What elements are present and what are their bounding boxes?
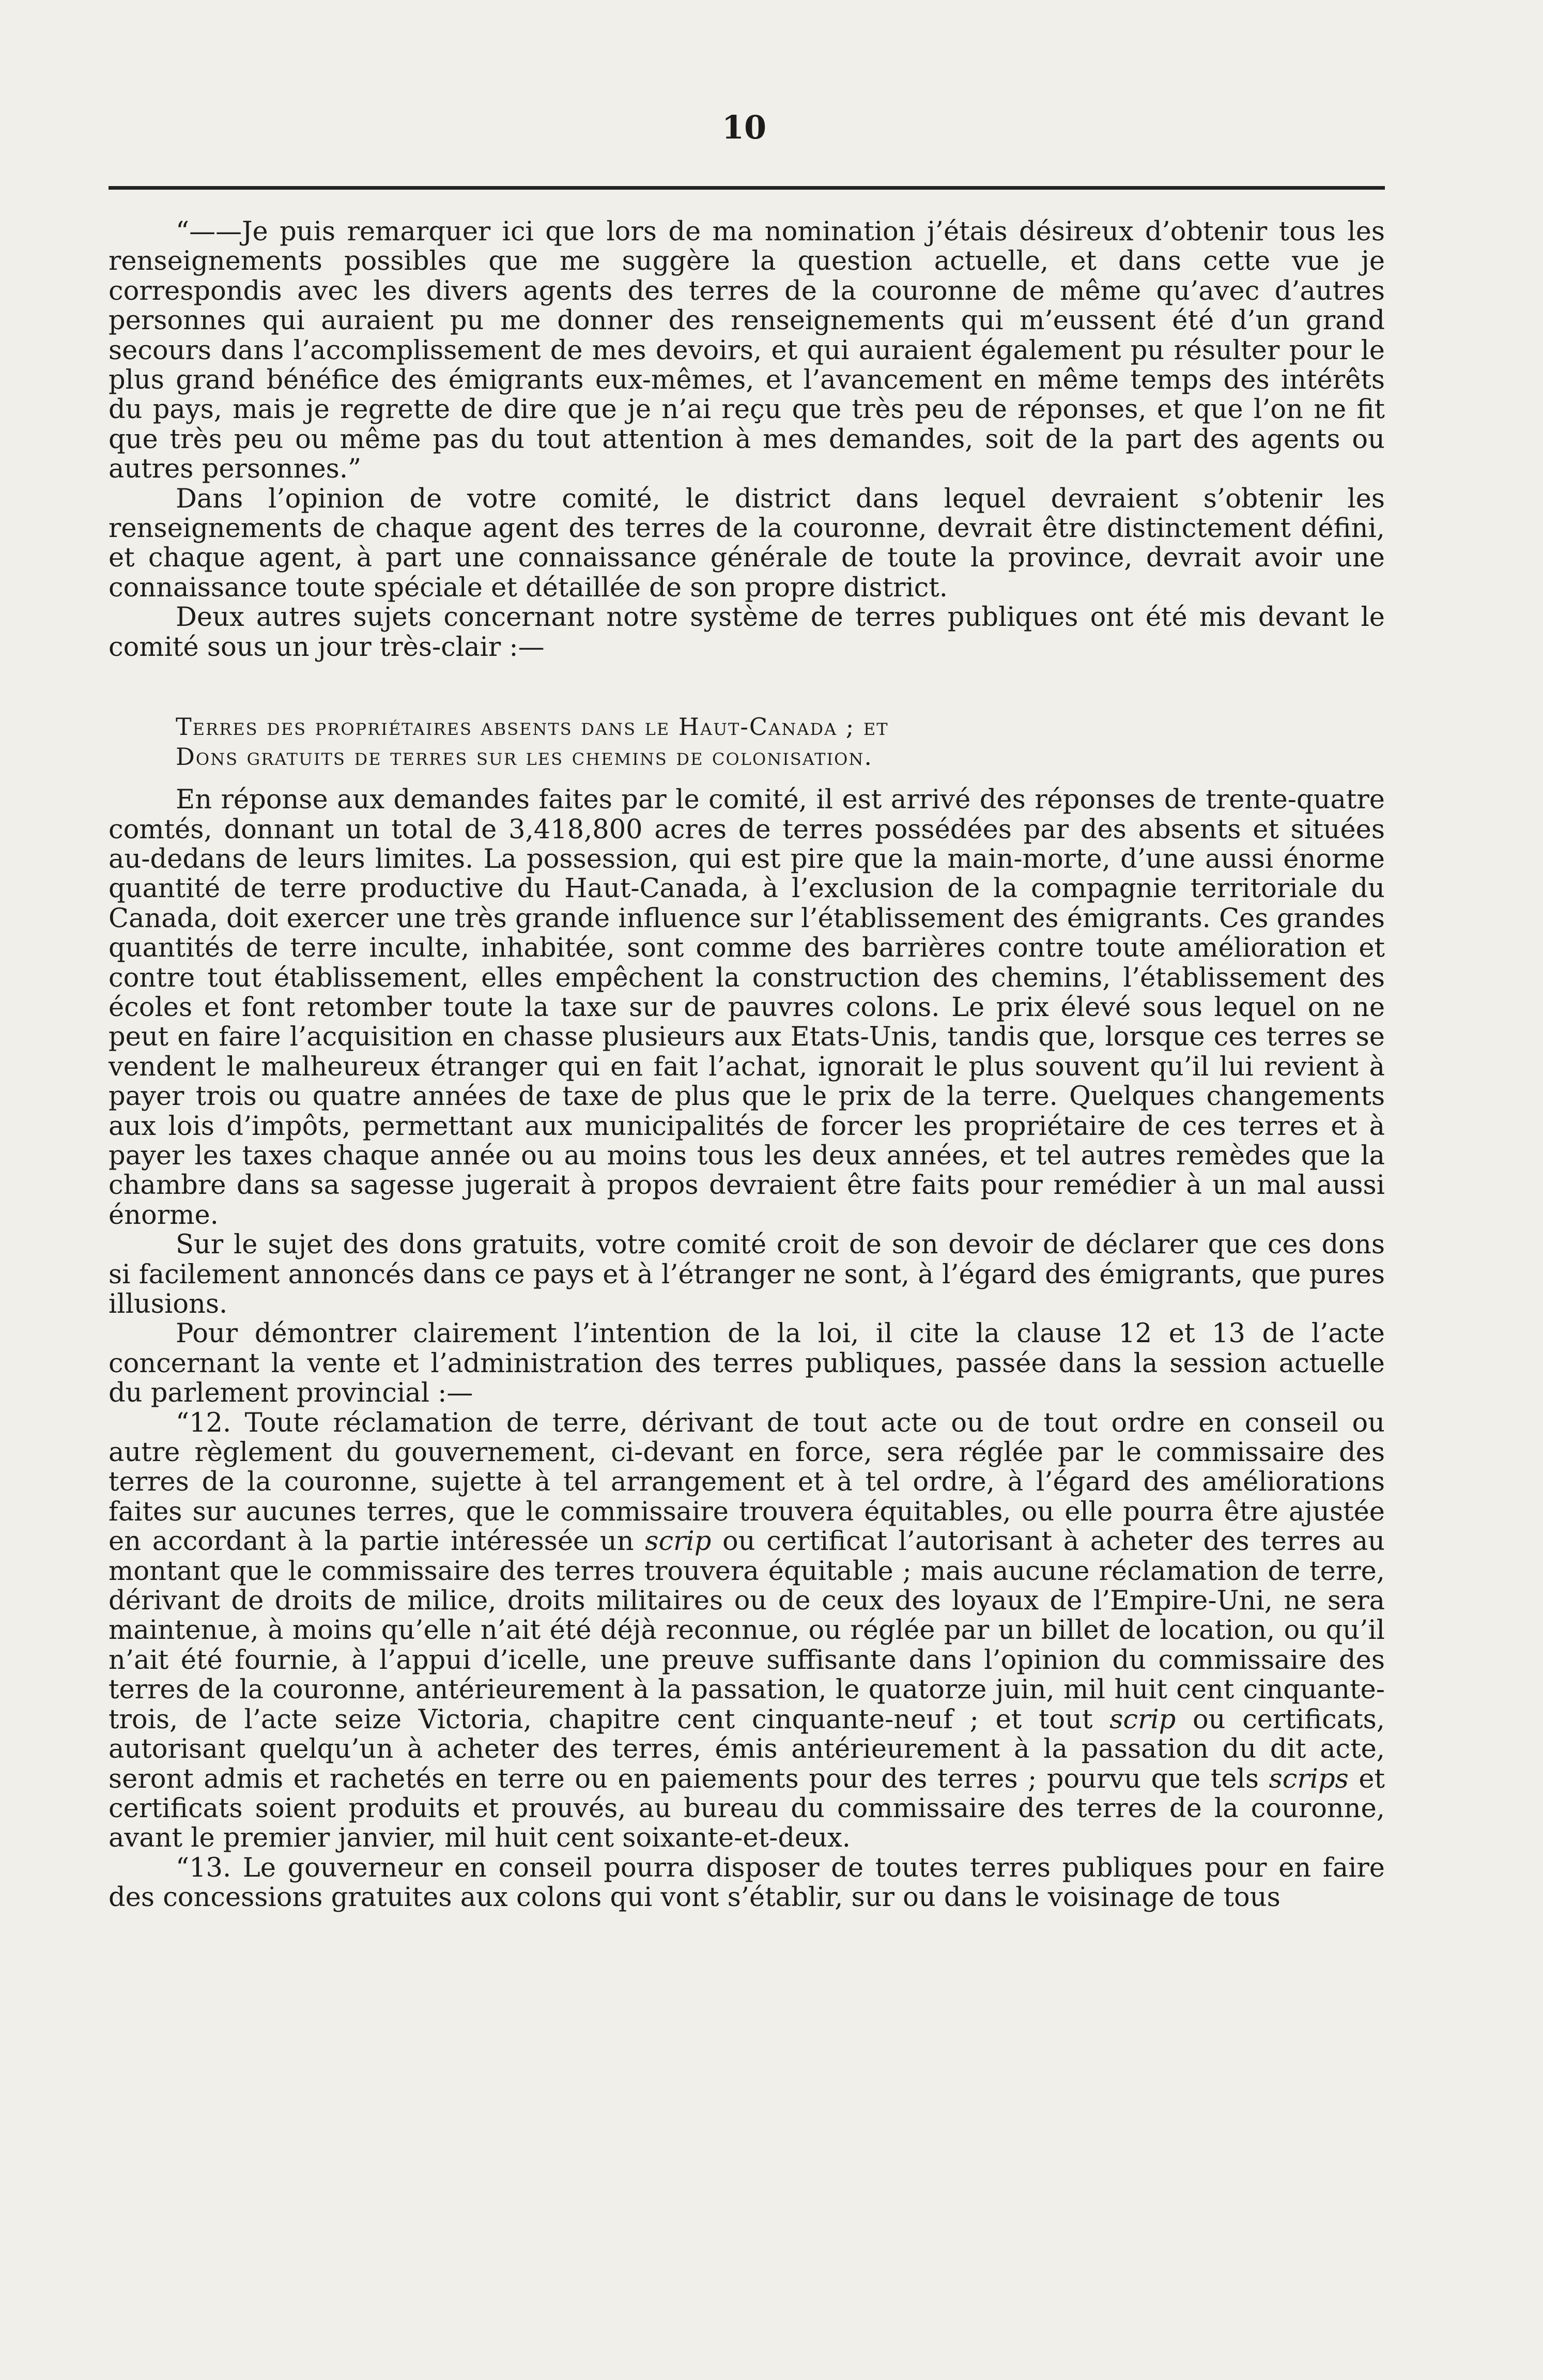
clause-12-text: “12. Toute réclamation de terre, dérivant de tout acte ou de tout ordre en conseil ou autre règlement du gouvernement, ci-devant en force, sera réglée par le commissaire des terres de la couronne, sujette à tel arrangement et à tel ordre, à l’égard des améliorations faites sur aucunes terres, que le commissaire trouvera équitables, ou elle pourra être ajustée en accordant à la partie intéressée un [109,1407,1385,1557]
paragraph-law-intention: Pour démontrer clairement l’intention de la loi, il cite la clause 12 et 13 de l’acte concernant la vente et l’administration des terres publiques, passée dans la session actuelle du parlement provincial :— [109,1318,1385,1409]
heading-free-grants: Dons gratuits de terres sur les chemins de colonisation. [176,743,873,771]
heading-absentee-lands: Terres des propriétaires absents dans le Haut-Canada ; et [176,713,889,741]
section-heading [109,712,1385,772]
clause-12-scrip: scrip [1109,1704,1176,1735]
clause-12-text: ou certificats, autorisant quelqu’un à acheter des terres, émis antérieurement à la passation du dit acte, seront admis et rachetés en terre ou en paiements pour des terres ; pourvu que tels [109,1704,1385,1794]
paragraph-clause-12 [109,1408,1385,1853]
paragraph-quote: “——Je puis remarquer ici que lors de ma nomination j’étais désireux d’obtenir tous les renseignements possibles que me suggère la question actuelle, et dans cette vue je correspondis avec les divers agents des terres de la couronne de même qu’avec d’autres personnes qui auraient pu me donner des renseignements qui m’eussent été d’un grand secours dans l’accomplissement de mes devoirs, et qui auraient également pu résulter pour le plus grand bénéfice des émigrants eux-mêmes, et l’avancement en même temps des intérêts du pays, mais je regrette de dire que je n’ai reçu que très peu de réponses, et que l’on ne fit que très peu ou même pas du tout attention à mes demandes, soit de la part des agents ou autres personnes.” [109,217,1385,485]
clause-12-scrip: scrip [645,1526,712,1557]
paragraph-two-subjects: Deux autres sujets concernant notre système de terres publiques ont été mis devant le comité sous un jour très-clair :— [109,602,1385,663]
page-number: 10 [721,109,767,146]
header-rule [109,186,1385,190]
body-text [109,217,1385,1913]
paragraph-committee-opinion: Dans l’opinion de votre comité, le district dans lequel devraient s’obtenir les renseignements de chaque agent des terres de la couronne, devrait être distinctement défini, et chaque agent, à part une connaissance générale de toute la province, devrait avoir une connaissance toute spéciale et détaillée de son propre district. [109,483,1385,603]
clause-12-text: et certificats soient produits et prouvés, au bureau du commissaire des terres de la couronne, avant le premier janvier, mil huit cent soixante-et-deux. [109,1763,1385,1854]
clause-12-text: ou certificat l’autorisant à acheter des terres au montant que le commissaire des terres trouvera équitable ; mais aucune réclamation de terre, dérivant de droits de milice, droits militaires ou de ceux des loyaux de l’Empire-Uni, ne sera maintenue, à moins qu’elle n’ait été déjà reconnue, ou réglée par un billet de location, ou qu’il n’ait été fournie, à l’appui d’icelle, une preuve suffisante dans l’opinion du commissaire des terres de la couronne, antérieurement à la passation, le quatorze juin, mil huit cent cinquante-trois, de l’acte seize Victoria, chapitre cent cinquante-neuf ; et tout [109,1526,1385,1735]
paragraph-absentee-response: En réponse aux demandes faites par le comité, il est arrivé des réponses de trente-quatre comtés, donnant un total de 3,418,800 acres de terres possédées par des absents et situées au-dedans de leurs limites. La possession, qui est pire que la main-morte, d’une aussi énorme quantité de terre productive du Haut-Canada, à l’exclusion de la compagnie territoriale du Canada, doit exercer une très grande influence sur l’établissement des émigrants. Ces grandes quantités de terre inculte, inhabitée, sont comme des barrières contre toute amélioration et contre tout établissement, elles empêchent la construction des chemins, l’établissement des écoles et font retomber toute la taxe sur de pauvres colons. Le prix élevé sous lequel on ne peut en faire l’acquisition en chasse plusieurs aux Etats-Unis, tandis que, lorsque ces terres se vendent le malheureux étranger qui en fait l’achat, ignorait le plus souvent qu’il lui revient à payer trois ou quatre années de taxe de plus que le prix de la terre. Quelques changements aux lois d’impôts, permettant aux municipalités de forcer les propriétaire de ces terres et à payer les taxes chaque année ou au moins tous les deux années, et tel autres remèdes que la chambre dans sa sagesse jugerait à propos devraient être faits pour remédier à un mal aussi énorme. [109,785,1385,1231]
paragraph-clause-13: “13. Le gouverneur en conseil pourra disposer de toutes terres publiques pour en faire des concessions gratuites aux colons qui vont s’établir, sur ou dans le voisinage de tous [109,1852,1385,1913]
paragraph-free-grants: Sur le sujet des dons gratuits, votre comité croit de son devoir de déclarer que ces dons si facilement annoncés dans ce pays et à l’étranger ne sont, à l’égard des émigrants, que pures illusions. [109,1230,1385,1319]
clause-12-scrips: scrips [1269,1763,1349,1794]
